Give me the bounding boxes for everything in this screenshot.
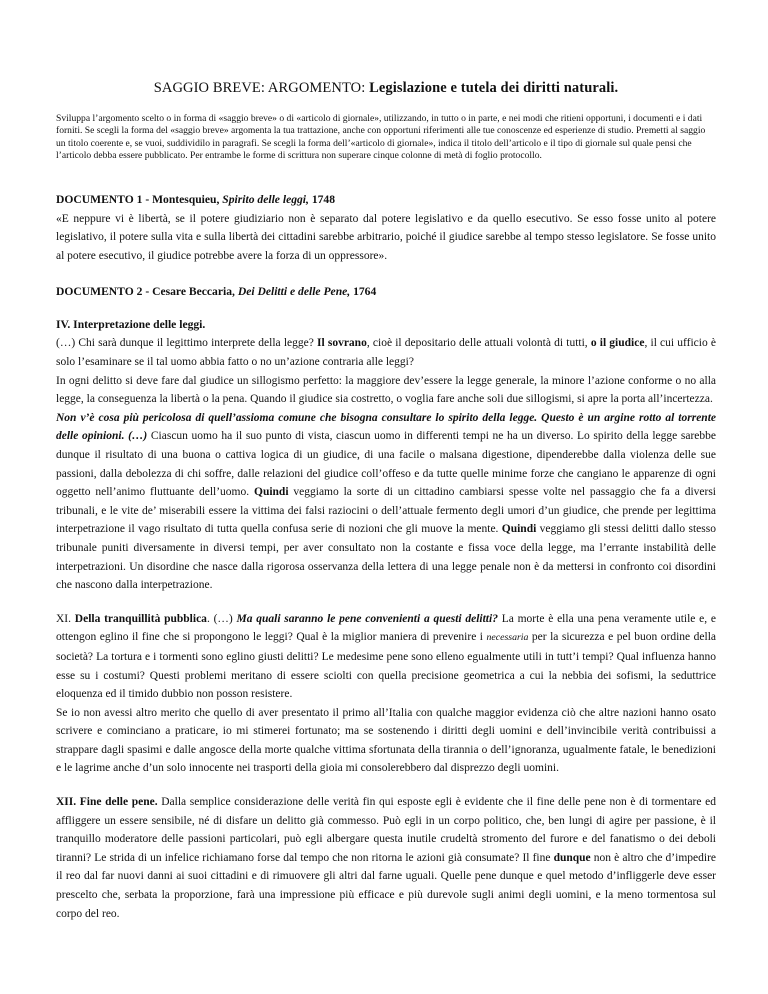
section-xi-paragraph-1: XI. Della tranquillità pubblica. (…) Ma quali saranno le pene convenienti a questi delitti? La morte è ella una pena veramente utile e, e ottengon eglino il fine che si propongono le leggi? Qual è la miglior maniera di prevenire i necessaria per la sicurezza e pel buon ordine della società? La tortura e i tormenti sono eglino giusti delitti? Le medesime pene sono elleno egualmente utili in tutt’i tempi? Qual influenza hanno esse su i costumi? Questi problemi meritano di essere sciolti con quella precisione geometrica a cui la nebbia dei sofismi, la seduttrice eloquenza ed il timido dubbio non posson resistere.	[56, 612, 717, 701]
title-topic: Legislazione e tutela dei diritti naturali.	[369, 80, 619, 96]
page-title	[56, 80, 716, 97]
document-page	[56, 80, 716, 923]
instructions: Sviluppa l’argomento scelto o in forma di «saggio breve» o di «articolo di giornale», utilizzando, in tutto o in parte, e nei modi che ritieni opportuni, i documenti e i dati forniti. Se scegli la forma del «saggio breve» argomenta la tua trattazione, anche con opportuni riferimenti alle tue conoscenze ed esperienze di studio. Premetti al saggio un titolo coerente e, se vuoi, suddividilo in paragrafi. Se scegli la forma dell’«articolo di giornale», indica il titolo dell’articolo e il tipo di giornale sul quale pensi che l’articolo debba essere pubblicato. Per entrambe le forme di scrittura non superare cinque colonne di metà di foglio protocollo.	[56, 113, 706, 162]
section-iv-paragraph-1: (…) Chi sarà dunque il legittimo interprete della legge? Il sovrano, cioè il depositario delle attuali volontà di tutti, o il giudice, il cui ufficio è solo l’esaminare se il tal uomo abbia fatto o no un’azione contraria alle leggi?	[56, 337, 716, 368]
section-xii-heading: XII. Fine delle pene.	[56, 796, 158, 809]
section-xi-heading: Della tranquillità pubblica	[74, 612, 207, 625]
section-iv-paragraph-2: In ogni delitto si deve fare dal giudice un sillogismo perfetto: la maggiore dev’essere la legge generale, la minore l’azione conforme o no alla legge, la conseguenza la libertà o la pena. Quando il giudice sia costretto, o voglia fare anche soli due sillogismi, si apre la porta all’incertezza.	[56, 374, 716, 406]
doc2-work: Dei Delitti e delle Pene,	[237, 285, 351, 299]
document-2-heading: DOCUMENTO 2 - Cesare Beccaria, Dei Delitti e delle Pene, 1764	[56, 285, 377, 299]
section-iv-heading: IV. Interpretazione delle leggi.	[56, 318, 206, 332]
doc1-work: Spirito delle leggi,	[222, 192, 309, 206]
section-xi-paragraph-2: Se io non avessi altro merito che quello di aver presentato il primo all’Italia con qualche maggior evidenza ciò che altre nazioni hanno osato scrivere e cominciano a praticare, io mi stimerei fortunato; ma se sostenendo i diritti degli uomini e dell’invincibile verità contribuissi a strappare dagli spasimi e dalle angosce della morte qualche vittima sfortunata della tirannia o dell’ignoranza, ugualmente fatale, le benedizioni e le lagrime anche d’un solo innocente nei trasporti della gioia mi consolerebbero dal disprezzo degli uomini.	[56, 706, 716, 775]
section-iv-paragraph-3: Non v’è cosa più pericolosa di quell’assioma comune che bisogna consultare lo spirito della legge. Questo è un argine rotto al torrente delle opinioni. (…) Ciascun uomo ha il suo punto di vista, ciascun uomo in differenti tempi ne ha un diverso. Lo spirito della legge sarebbe dunque il risultato di una buona o cattiva logica di un giudice, di una facile o malsana digestione, dipenderebbe dalla violenza delle sue passioni, dalla debolezza di chi soffre, dalle relazioni del giudice coll’offeso e da tutte quelle minime forze che cangiano le apparenze di ogni oggetto nell’animo fluttuante dell’uomo. Quindi veggiamo la sorte di un cittadino cambiarsi spesse volte nel passaggio che fa a diversi tribunali, e le vite de’ miserabili essere la vittima dei falsi raziocini o dell’attuale fermento degli umori d’un giudice, che prende per legittima interpetrazione il vago risultato di tutta quella confusa serie di nozioni che gli muove la mente. Quindi veggiamo gli stessi delitti dallo stesso tribunale puniti diversamente in diversi tempi, per aver consultato non la costante e fissa voce della legge, ma l’errante instabilità delle interpetrazioni. Un disordine che nasce dalla rigorosa osservanza della lettera di una legge penale non è da mettersi in confronto coi disordini che nascono dalla interpetrazione.	[56, 411, 717, 592]
title-prefix: SAGGIO BREVE: ARGOMENTO:	[153, 80, 370, 96]
document-1-heading: DOCUMENTO 1 - Montesquieu, Spirito delle leggi, 1748	[56, 192, 336, 206]
section-xii-paragraph: XII. Fine delle pene. Dalla semplice considerazione delle verità fin qui esposte egli è evidente che il fine delle pene non è di tormentare ed affliggere un essere sensibile, né di disfare un delitto già commesso. Può egli in un corpo politico, che, ben lungi di agire per passione, è il tranquillo moderatore delle passioni particolari, può egli albergare questa inutile crudeltà stromento del furore e del fanatismo o dei deboli tiranni? Le strida di un infelice richiamano forse dal tempo che non ritorna le azioni già consumate? Il fine dunque non è altro che d’impedire il reo dal far nuovi danni ai suoi cittadini e di rimuovere gli altri dal farne uguali. Quelle pene dunque e quel metodo d’infliggerle deve esser prescelto che, serbata la proporzione, farà una impressione più efficace e più durevole sugli animi degli uomini, e la meno tormentosa sul corpo del reo.	[56, 796, 716, 920]
document-1-quote: «E neppure vi è libertà, se il potere giudiziario non è separato dal potere legislativo e da quello esecutivo. Se esso fosse unito al potere legislativo, il potere sulla vita e sulla libertà dei cittadini sarebbe arbitrario, poiché il giudice sarebbe al tempo stesso legislatore. Se fosse unito al potere esecutivo, il giudice potrebbe avere la forza di un oppressore».	[56, 212, 716, 262]
